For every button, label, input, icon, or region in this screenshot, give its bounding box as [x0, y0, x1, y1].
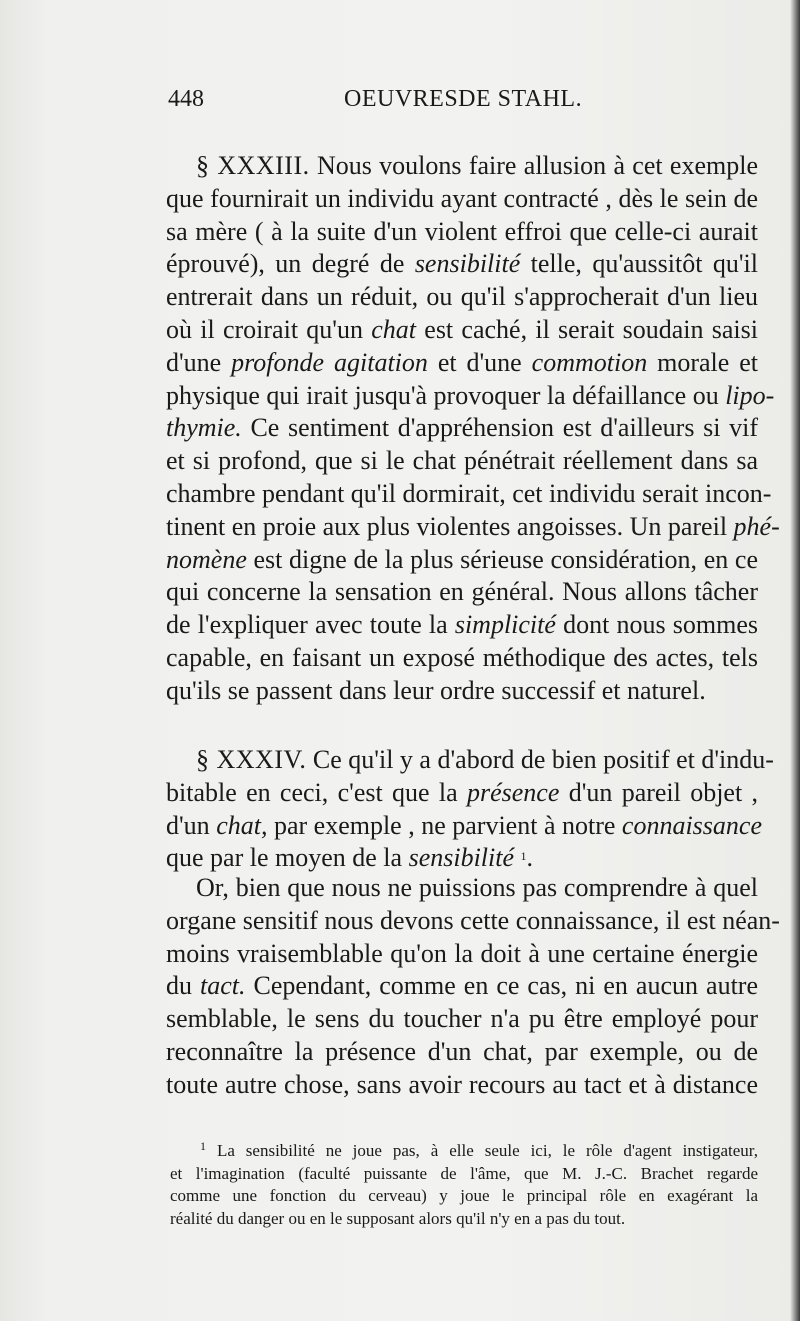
text-line: Or, bien que nous ne puissions pas comprendre à quel: [196, 873, 758, 902]
footnote-reference[interactable]: 1: [520, 849, 527, 864]
text-span: tinent en proie aux plus violentes angoisses. Un pareil: [166, 511, 734, 541]
paragraph-or: [166, 872, 780, 1102]
italic-term: présence: [466, 777, 560, 807]
text-line: [166, 609, 758, 642]
text-line: chambre pendant qu'il dormirait, cet individu serait incon-: [166, 478, 772, 508]
text-span: telle, qu'aussitôt qu'il: [520, 249, 758, 279]
text-line: [166, 314, 758, 347]
text-span: bitable en ceci, c'est que la: [166, 777, 467, 807]
text-span: est digne de la plus sérieuse considération, en ce: [246, 544, 758, 574]
text-span: dont nous sommes: [555, 610, 758, 640]
text-span: que par le moyen de la: [166, 843, 409, 873]
italic-term: chat,: [216, 810, 268, 840]
text-span: du: [166, 971, 201, 1001]
text-line: [166, 248, 758, 281]
text-line: [166, 511, 780, 544]
page-number: 448: [168, 86, 204, 112]
text-line: capable, en faisant un exposé méthodique des actes, tels: [166, 642, 758, 672]
text-span: éprouvé), un degré de: [166, 249, 415, 279]
footnote-line: et l'imagination (faculté puissante de l'âme, que M. J.-C. Brachet regarde: [170, 1163, 758, 1183]
section-34-paragraph: [166, 744, 774, 875]
text-line: [166, 544, 758, 577]
italic-term: nomène: [166, 544, 247, 574]
text-line: que fournirait un individu ayant contracté , dès le sein de: [166, 183, 758, 213]
text-span: Cependant, comme en ce cas, ni en aucun autre: [245, 971, 758, 1001]
text-line: [166, 777, 758, 810]
italic-term: connaissance: [621, 810, 762, 840]
italic-term: tact.: [200, 971, 246, 1001]
section-heading: § XXXIII.: [196, 151, 310, 180]
text-line: semblable, le sens du toucher n'a pu être employé pour: [166, 1004, 758, 1034]
italic-term: simplicité: [454, 610, 556, 640]
text-span: .: [526, 843, 534, 873]
text-span: par exemple , ne parvient à notre: [267, 810, 622, 840]
text-span: de l'expliquer avec toute la: [166, 610, 455, 640]
text-span: d'un pareil objet ,: [559, 777, 759, 807]
text-line: reconnaître la présence d'un chat, par exemple, ou de: [166, 1036, 758, 1066]
italic-term: chat: [371, 314, 417, 344]
text-line: organe sensitif nous devons cette connaissance, il est néan-: [166, 905, 780, 935]
italic-term: profonde agitation: [231, 347, 428, 377]
text-span: physique qui irait jusqu'à provoquer la défaillance ou: [166, 380, 726, 410]
footnote-line: [170, 1140, 758, 1163]
text-line: [166, 380, 775, 413]
text-line: [166, 970, 758, 1003]
page-header: [168, 86, 758, 126]
footnote-marker: 1: [200, 1139, 206, 1153]
text-span: Ce qu'il y a d'abord de bien positif et d'indu-: [306, 745, 774, 774]
text-span: où il croirait qu'un: [166, 314, 372, 344]
running-title: OEUVRESDE STAHL.: [344, 86, 583, 112]
italic-term: phé-: [733, 511, 780, 541]
section-33-paragraph: [166, 150, 780, 708]
italic-term: sensibilité: [414, 249, 521, 279]
italic-term: sensibilité: [408, 843, 515, 873]
text-span: d'un: [166, 810, 217, 840]
text-span: Nous voulons faire allusion à cet exemple: [309, 151, 758, 180]
text-line: [166, 810, 762, 843]
text-line: [166, 150, 758, 183]
text-span: La sensibilité ne joue pas, à elle seule ici, le rôle d'agent instigateur,: [206, 1141, 758, 1160]
text-line: qu'ils se passent dans leur ordre successif et naturel.: [166, 675, 706, 705]
text-span: morale et: [647, 347, 758, 377]
text-span: d'une: [166, 347, 232, 377]
text-span: est caché, il serait soudain saisi: [416, 314, 758, 344]
italic-term: commotion: [531, 347, 648, 377]
text-line: et si profond, que si le chat pénétrait réellement dans sa: [166, 446, 758, 476]
text-line: [166, 842, 758, 875]
section-heading: § XXXIV.: [196, 745, 307, 774]
page-edge-shadow: [790, 0, 800, 1321]
text-line: [166, 412, 758, 445]
text-line: moins vraisemblable qu'on la doit à une certaine énergie: [166, 938, 758, 968]
italic-term: lipo-: [725, 380, 775, 410]
text-line: toute autre chose, sans avoir recours au tact et à distance: [166, 1069, 758, 1099]
italic-term: thymie.: [166, 413, 242, 443]
text-line: sa mère ( à la suite d'un violent effroi que celle-ci aurait: [166, 216, 758, 246]
text-line: qui concerne la sensation en général. Nous allons tâcher: [166, 577, 758, 607]
text-line: entrerait dans un réduit, ou qu'il s'approcherait d'un lieu: [166, 282, 758, 312]
text-span: Ce sentiment d'appréhension est d'ailleurs si vif: [241, 413, 758, 443]
footnote-line: réalité du danger ou en le supposant alors qu'il n'y en a pas du tout.: [170, 1208, 626, 1228]
footnote-line: comme une fonction du cerveau) y joue le principal rôle en exagérant la: [170, 1186, 758, 1205]
footnote: [170, 1140, 758, 1230]
text-line: [166, 347, 758, 380]
text-span: et d'une: [427, 347, 532, 377]
text-line: [166, 744, 774, 777]
